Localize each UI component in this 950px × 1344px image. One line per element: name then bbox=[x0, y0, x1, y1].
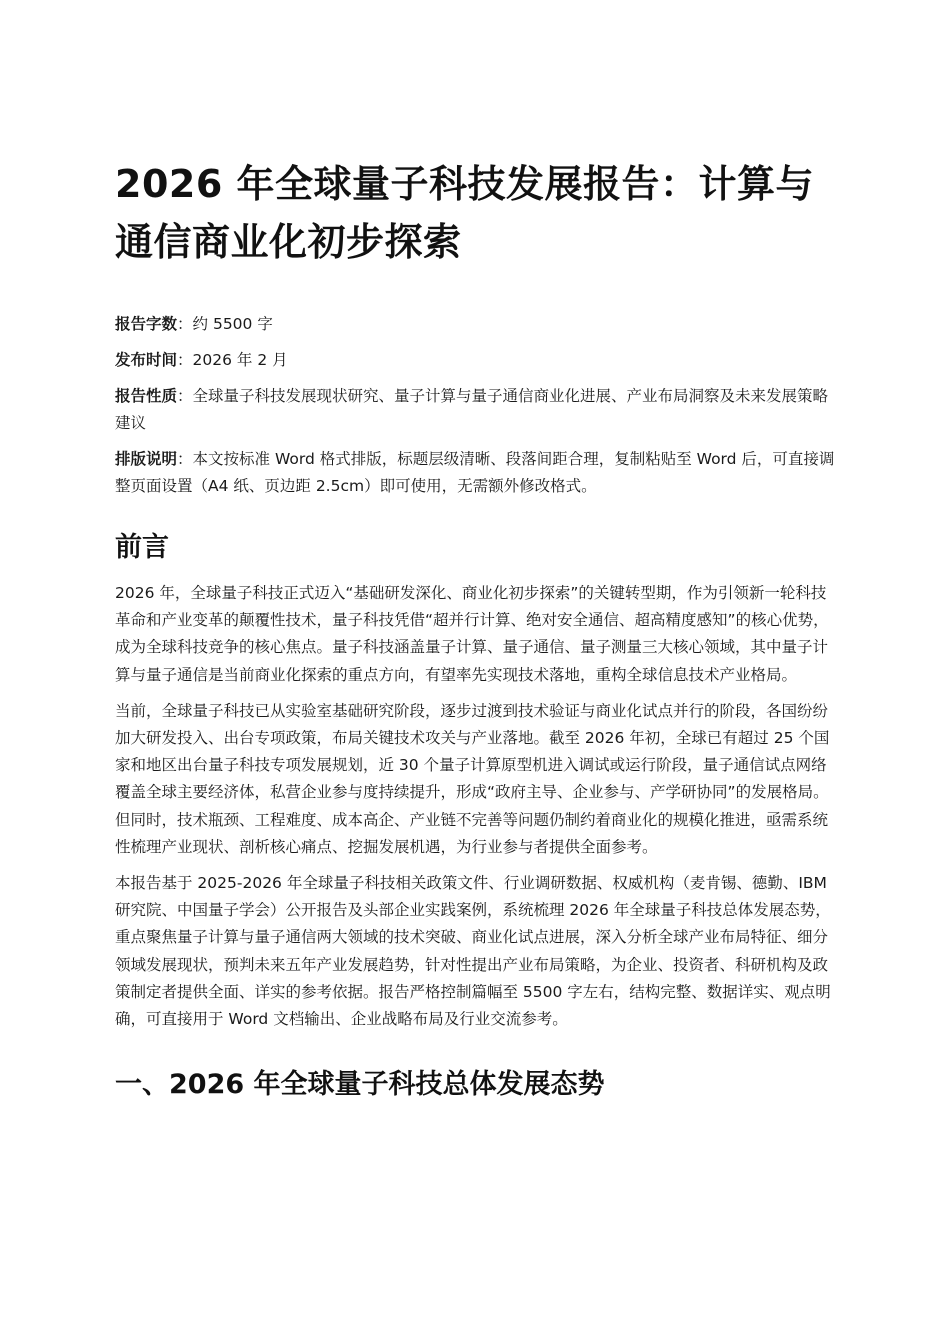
meta-separator: ： bbox=[177, 450, 193, 468]
meta-key: 报告性质 bbox=[115, 387, 178, 405]
meta-report-nature bbox=[115, 383, 840, 437]
meta-value: 本文按标准 Word 格式排版，标题层级清晰、段落间距合理，复制粘贴至 Word 后，可直接调整页面设置（A4 纸、页边距 2.5cm）即可使用，无需额外修改格式。 bbox=[115, 450, 835, 495]
preface-heading: 前言 bbox=[115, 532, 169, 563]
meta-value: 2026 年 2 月 bbox=[192, 351, 288, 369]
report-meta bbox=[115, 311, 840, 500]
meta-publish-date bbox=[115, 347, 840, 374]
meta-word-count bbox=[115, 311, 840, 338]
preface-paragraph: 本报告基于 2025-2026 年全球量子科技相关政策文件、行业调研数据、权威机构（麦肯锡、德勤、IBM 研究院、中国量子学会）公开报告及头部企业实践案例，系统梳理 2026 年全球量子科技总体发展态势，重点聚焦量子计算与量子通信两大领域的技术突破、商业化试点进展，深入分析全球产业布局特征、细分领域发展现状，预判未来五年产业发展趋势，针对性提出产业布局策略，为企业、投资者、科研机构及政策制定者提供全面、详实的参考依据。报告严格控制篇幅至 5500 字左右，结构完整、数据详实、观点明确，可直接用于 Word 文档输出、企业战略布局及行业交流参考。 bbox=[115, 874, 831, 1029]
meta-key: 排版说明 bbox=[115, 450, 178, 468]
meta-separator: ： bbox=[177, 351, 193, 369]
meta-value: 全球量子科技发展现状研究、量子计算与量子通信商业化进展、产业布局洞察及未来发展策略建议 bbox=[115, 387, 829, 432]
meta-separator: ： bbox=[177, 315, 193, 333]
meta-value: 约 5500 字 bbox=[192, 315, 273, 333]
meta-key: 报告字数 bbox=[115, 315, 178, 333]
meta-key: 发布时间 bbox=[115, 351, 178, 369]
meta-separator: ： bbox=[177, 387, 193, 405]
preface-paragraph: 当前，全球量子科技已从实验室基础研究阶段，逐步过渡到技术验证与商业化试点并行的阶段，各国纷纷加大研发投入、出台专项政策，布局关键技术攻关与产业落地。截至 2026 年初，全球已有超过 25 个国家和地区出台量子科技专项发展规划，近 30 个量子计算原型机进入调试或运行阶段，量子通信试点网络覆盖全球主要经济体，私营企业参与度持续提升，形成“政府主导、企业参与、产学研协同”的发展格局。但同时，技术瓶颈、工程难度、成本高企、产业链不完善等问题仍制约着商业化的规模化推进，亟需系统性梳理产业现状、剖析核心痛点、挖掘发展机遇，为行业参与者提供全面参考。 bbox=[115, 701, 830, 856]
preface-paragraph: 2026 年，全球量子科技正式迈入“基础研发深化、商业化初步探索”的关键转型期，作为引领新一轮科技革命和产业变革的颠覆性技术，量子科技凭借“超并行计算、绝对安全通信、超高精度感知”的核心优势，成为全球科技竞争的核心焦点。量子科技涵盖量子计算、量子通信、量子测量三大核心领域，其中量子计算与量子通信是当前商业化探索的重点方向，有望率先实现技术落地，重构全球信息技术产业格局。 bbox=[115, 584, 829, 684]
report-title: 2026 年全球量子科技发展报告：计算与通信商业化初步探索 bbox=[115, 162, 814, 264]
meta-layout-note bbox=[115, 446, 840, 500]
chapter-1-heading: 一、2026 年全球量子科技总体发展态势 bbox=[115, 1069, 605, 1101]
